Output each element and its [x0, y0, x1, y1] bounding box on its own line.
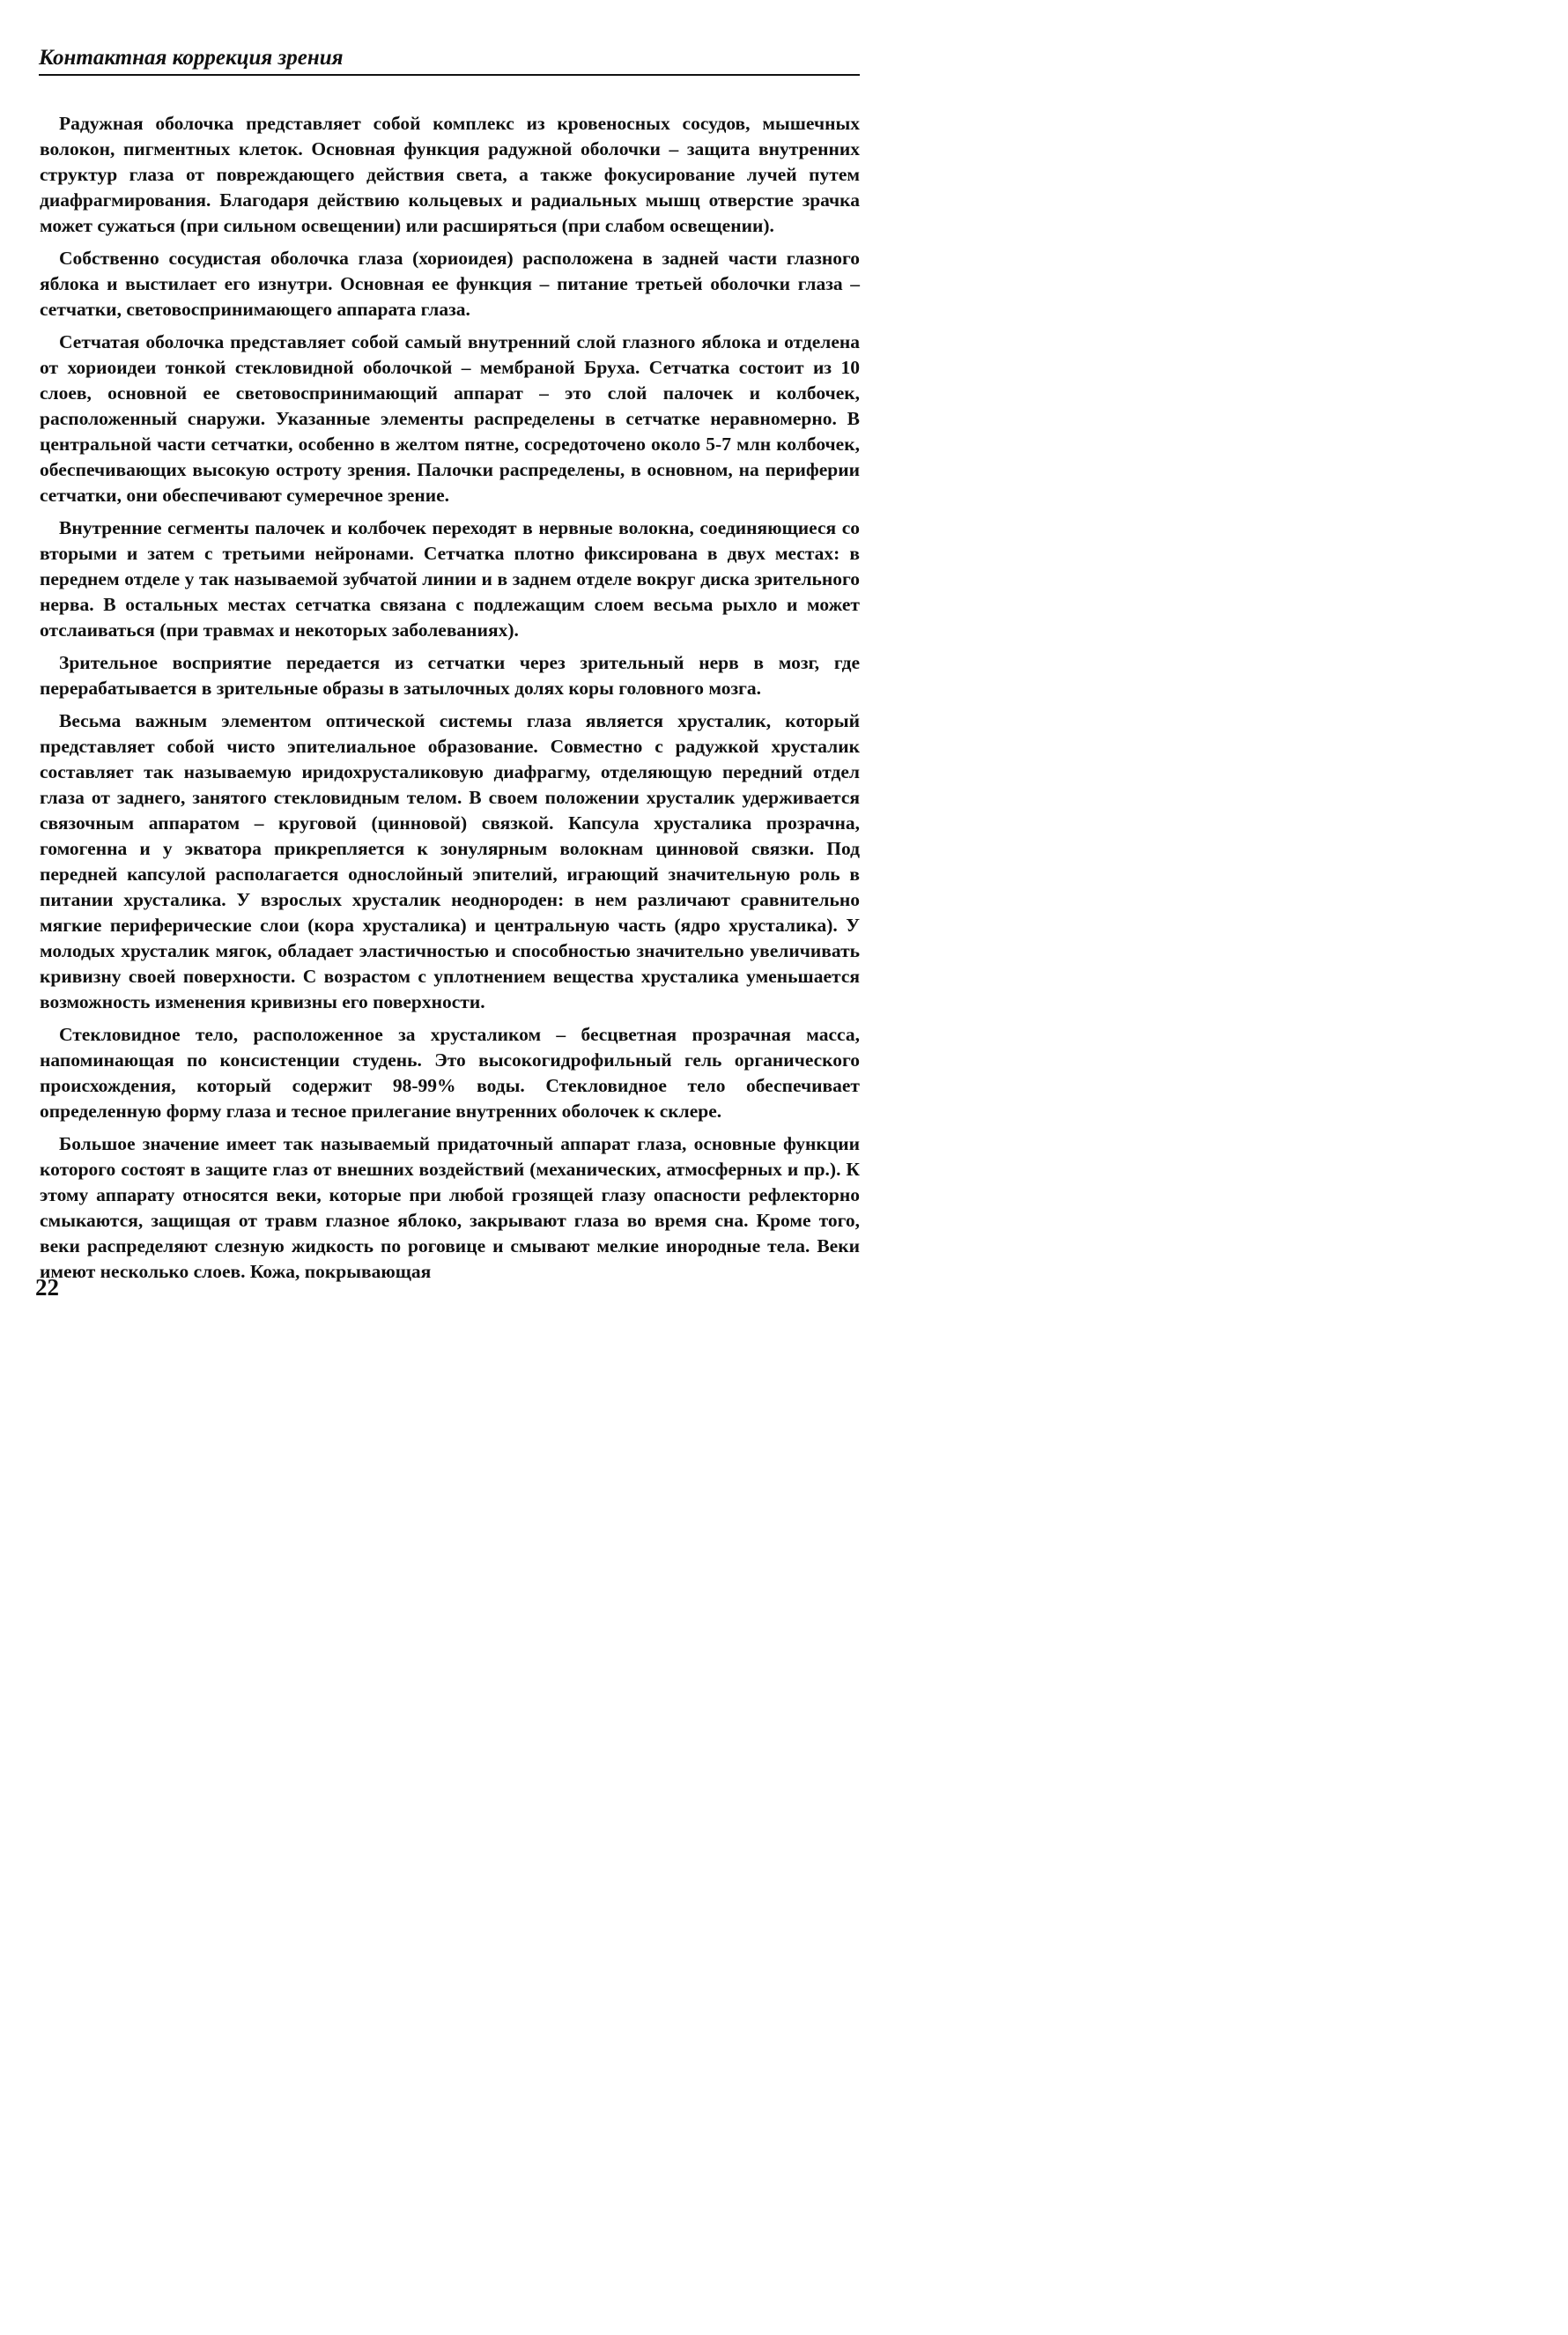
running-header-title: Контактная коррекция зрения: [39, 46, 344, 70]
paragraph-retina: Сетчатая оболочка представляет собой самый внутренний слой глазного яблока и отделена от хориоидеи тонкой стекловидной оболочкой – мембраной Бруха. Сетчатка состоит из 10 слоев, основной ее световоспринимающий аппарат – это слой палочек и колбочек, расположенный снаружи. Указанные элементы распределены в сетчатке неравномерно. В центральной части сетчатки, особенно в желтом пятне, сосредоточено около 5-7 млн колбочек, обеспечивающих высокую остроту зрения. Палочки распределены, в основном, на периферии сетчатки, они обеспечивают сумеречное зрение.: [40, 331, 860, 506]
paragraph-accessory-apparatus: Большое значение имеет так называемый придаточный аппарат глаза, основные функции которого состоят в защите глаз от внешних воздействий (механических, атмосферных и пр.). К этому аппарату относятся веки, которые при любой грозящей глазу опасности рефлекторно смыкаются, защищая от травм глазное яблоко, закрывают глаза во время сна. Кроме того, веки распределяют слезную жидкость по роговице и смывают мелкие инородные тела. Веки имеют несколько слоев. Кожа, покрывающая: [40, 1133, 860, 1282]
paragraph-retina-segments: Внутренние сегменты палочек и колбочек переходят в нервные волокна, соединяющиеся со вторыми и затем с третьими нейронами. Сетчатка плотно фиксирована в двух местах: в переднем отделе у так называемой зубчатой линии и в заднем отделе вокруг диска зрительного нерва. В остальных местах сетчатка связана с подлежащим слоем весьма рыхло и может отслаиваться (при травмах и некоторых заболеваниях).: [40, 517, 860, 641]
page-number: 22: [35, 1274, 59, 1301]
book-page: [0, 0, 926, 1382]
paragraph-choroid: Собственно сосудистая оболочка глаза (хориоидея) расположена в задней части глазного яблока и выстилает его изнутри. Основная ее функция – питание третьей оболочки глаза – сетчатки, световоспринимающего аппарата глаза.: [40, 248, 860, 320]
paragraph-visual-perception: Зрительное восприятие передается из сетчатки через зрительный нерв в мозг, где перерабатывается в зрительные образы в затылочных долях коры головного мозга.: [40, 652, 860, 699]
running-header: [39, 46, 860, 76]
paragraph-lens: Весьма важным элементом оптической системы глаза является хрусталик, который представляет собой чисто эпителиальное образование. Совместно с радужкой хрусталик составляет так называемую иридохрусталиковую диафрагму, отделяющую передний отдел глаза от заднего, занятого стекловидным телом. В своем положении хрусталик удерживается связочным аппаратом – круговой (цинновой) связкой. Капсула хрусталика прозрачна, гомогенна и у экватора прикрепляется к зонулярным волокнам цинновой связки. Под передней капсулой располагается однослойный эпителий, играющий значительную роль в питании хрусталика. У взрослых хрусталик неоднороден: в нем различают сравнительно мягкие периферические слои (кора хрусталика) и центральную часть (ядро хрусталика). У молодых хрусталик мягок, обладает эластичностью и способностью значительно увеличивать кривизну своей поверхности. С возрастом с уплотнением вещества хрусталика уменьшается возможность изменения кривизны его поверхности.: [40, 710, 860, 1012]
body-text: [40, 111, 860, 1292]
paragraph-iris: Радужная оболочка представляет собой комплекс из кровеносных сосудов, мышечных волокон, пигментных клеток. Основная функция радужной оболочки – защита внутренних структур глаза от повреждающего действия света, а также фокусирование лучей путем диафрагмирования. Благодаря действию кольцевых и радиальных мышц отверстие зрачка может сужаться (при сильном освещении) или расширяться (при слабом освещении).: [40, 113, 860, 236]
paragraph-vitreous-body: Стекловидное тело, расположенное за хрусталиком – бесцветная прозрачная масса, напоминающая по консистенции студень. Это высокогидрофильный гель органического происхождения, который содержит 98-99% воды. Стекловидное тело обеспечивает определенную форму глаза и тесное прилегание внутренних оболочек к склере.: [40, 1024, 860, 1122]
